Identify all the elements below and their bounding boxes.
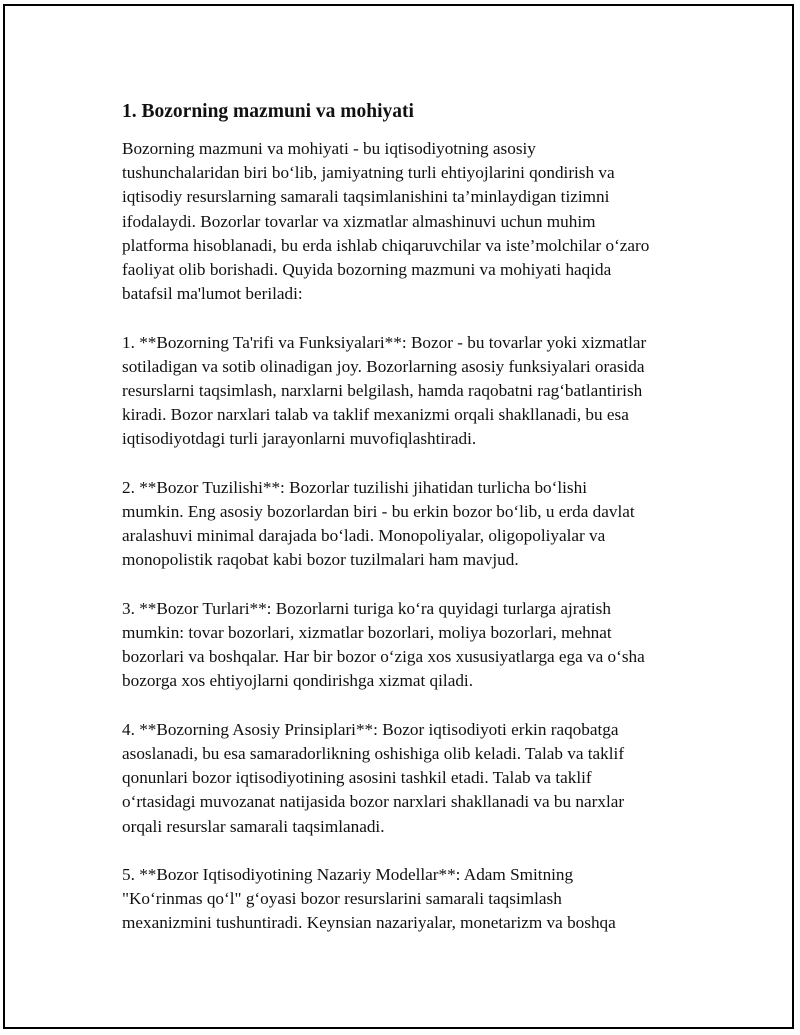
text-line: 1. **Bozorning Ta'rifi va Funksiyalari**: Bozor - bu tovarlar yoki xizmatlar (122, 332, 647, 352)
text-line: asoslanadi, bu esa samaradorlikning oshishiga olib keladi. Talab va taklif (122, 744, 625, 764)
text-line: batafsil ma'lumot beriladi: (122, 284, 303, 304)
text-line: 4. **Bozorning Asosiy Prinsiplari**: Bozor iqtisodiyoti erkin raqobatga (122, 719, 619, 739)
text-line: mumkin: tovar bozorlari, xizmatlar bozorlari, moliya bozorlari, mehnat (122, 623, 612, 643)
text-line: iqtisodiyotdagi turli jarayonlarni muvofiqlashtiradi. (122, 429, 477, 449)
text-line: orqali resurslar samarali taqsimlanadi. (122, 816, 385, 836)
text-line: ifodalaydi. Bozorlar tovarlar va xizmatlar almashinuvi uchun muhim (122, 211, 596, 231)
text-line: bozorga xos ehtiyojlarni qondirishga xizmat qiladi. (122, 671, 474, 691)
paragraph-gap (122, 694, 682, 718)
text-line: 5. **Bozor Iqtisodiyotining Nazariy Modellar**: Adam Smitning (122, 865, 574, 885)
document-body (122, 99, 682, 936)
text-line: mumkin. Eng asosiy bozorlardan biri - bu erkin bozor bo‘lib, u erda davlat (122, 502, 635, 522)
text-line: "Ko‘rinmas qo‘l" g‘oyasi bozor resurslarini samarali taqsimlash (122, 889, 562, 909)
text-line: kiradi. Bozor narxlari talab va taklif mexanizmi orqali shakllanadi, bu esa (122, 405, 629, 425)
text-line: bozorlari va boshqalar. Har bir bozor o‘ziga xos xususiyatlarga ega va o‘sha (122, 647, 645, 667)
text-line: resurslarni taqsimlash, narxlarni belgilash, hamda raqobatni rag‘batlantirish (122, 381, 643, 401)
text-line: qonunlari bozor iqtisodiyotining asosini tashkil etadi. Talab va taklif (122, 768, 592, 788)
text-line: 3. **Bozor Turlari**: Bozorlarni turiga ko‘ra quyidagi turlarga ajratish (122, 598, 611, 618)
paragraph (122, 597, 682, 694)
text-line: 2. **Bozor Tuzilishi**: Bozorlar tuzilishi jihatidan turlicha bo‘lishi (122, 477, 587, 497)
paragraph (122, 137, 682, 306)
paragraph-gap (122, 839, 682, 863)
paragraph (122, 863, 682, 936)
page-frame (3, 4, 794, 1029)
text-line: tushunchalaridan biri bo‘lib, jamiyatning turli ehtiyojlarini qondirish va (122, 163, 615, 183)
paragraph (122, 476, 682, 573)
paragraph-gap (122, 573, 682, 597)
section-heading: 1. Bozorning mazmuni va mohiyati (122, 101, 414, 122)
text-line: monopolistik raqobat kabi bozor tuzilmalari ham mavjud. (122, 550, 519, 570)
text-line: sotiladigan va sotib olinadigan joy. Bozorlarning asosiy funksiyalari orasida (122, 356, 645, 376)
paragraph-gap (122, 452, 682, 476)
paragraph-list (122, 137, 682, 936)
text-line: mexanizmini tushuntiradi. Keynsian nazariyalar, monetarizm va boshqa (122, 913, 616, 933)
text-line: aralashuvi minimal darajada bo‘ladi. Monopoliyalar, oligopoliyalar va (122, 526, 606, 546)
text-line: o‘rtasidagi muvozanat natijasida bozor narxlari shakllanadi va bu narxlar (122, 792, 625, 812)
text-line: faoliyat olib borishadi. Quyida bozorning mazmuni va mohiyati haqida (122, 260, 612, 280)
paragraph (122, 718, 682, 839)
text-line: iqtisodiy resurslarning samarali taqsimlanishini ta’minlaydigan tizimni (122, 187, 610, 207)
paragraph (122, 331, 682, 452)
paragraph-gap (122, 306, 682, 330)
text-line: platforma hisoblanadi, bu erda ishlab chiqaruvchilar va iste’molchilar o‘zaro (122, 235, 650, 255)
text-line: Bozorning mazmuni va mohiyati - bu iqtisodiyotning asosiy (122, 139, 536, 158)
